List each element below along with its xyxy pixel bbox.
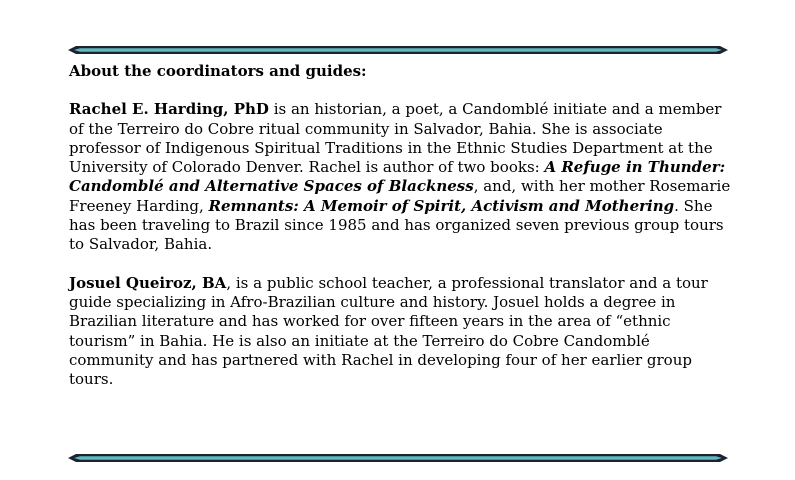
book-title: A Refuge in Thunder: Candomblé and Alternative Spaces of Blackness: [69, 158, 726, 196]
document-body: [69, 62, 731, 408]
paragraph-text: is an historian, a poet, a Candomblé initiate and a member of the Terreiro do Cobre ritual community in Salvador, Bahia. She is associate professor of Indigenous Spiritual Traditions in the Ethnic Studies Department at the University of Colorado Denver. Rachel is author of two books:: [69, 100, 722, 177]
paragraph-text: , is a public school teacher, a professional translator and a tour guide specializing in Afro-Brazilian culture and history. Josuel holds a degree in Brazilian literature and has worked for over fifteen years in the area of “ethnic tourism” in Bahia. He is also an initiate at the Terreiro do Cobre Candomblé community and has partnered with Rachel in developing four of her earlier group tours.: [69, 273, 708, 389]
bold-name: Rachel E. Harding, PhD: [69, 100, 269, 119]
book-title: Remnants: A Memoir of Spirit, Activism and Mothering: [208, 196, 675, 215]
top-divider: [68, 45, 728, 55]
paragraph-text: , and, with her mother Rosemarie Freeney Harding,: [69, 177, 731, 215]
bold-name: Josuel Queiroz, BA: [69, 273, 227, 292]
bottom-divider: [68, 453, 728, 463]
paragraph-josuel: [69, 274, 731, 390]
paragraphs: [69, 100, 731, 389]
top-divider-inner: [74, 48, 722, 52]
paragraph-rachel: [69, 100, 731, 254]
section-heading: About the coordinators and guides:: [69, 62, 367, 80]
bottom-divider-inner: [74, 456, 722, 460]
paragraph-text: . She has been traveling to Brazil since 1985 and has organized seven previous group tours to Salvador, Bahia.: [69, 196, 724, 254]
